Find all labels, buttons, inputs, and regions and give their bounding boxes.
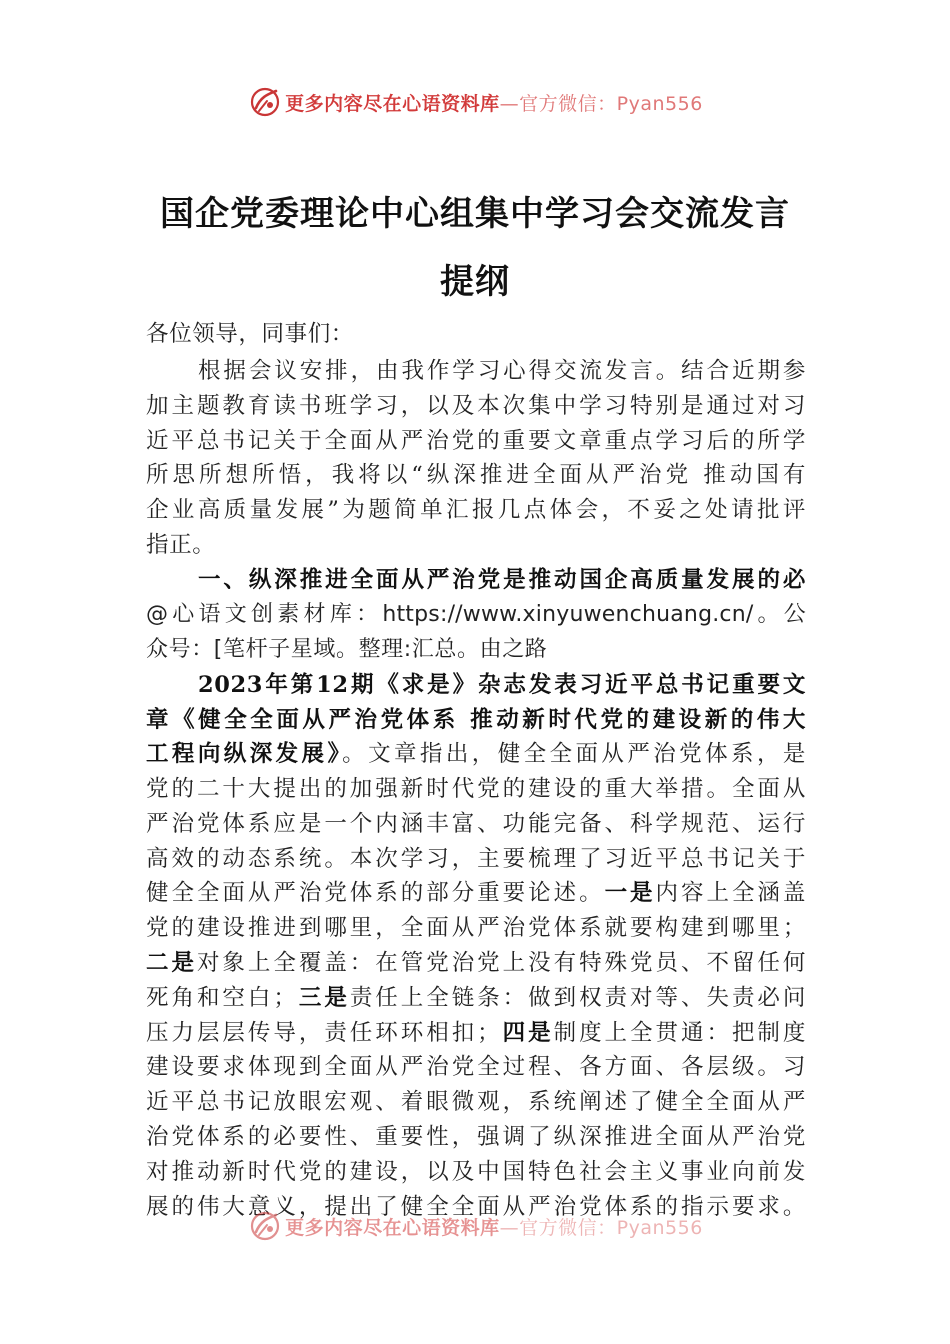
watermark-contact: —官方微信：Pyan556 bbox=[499, 1216, 703, 1239]
watermark-contact: —官方微信：Pyan556 bbox=[499, 92, 703, 115]
body-text: 压力层层传导，责任环环相扣； bbox=[146, 1020, 501, 1046]
body-line: 近平总书记关于全面从严治党的重要文章重点学习后的所学 bbox=[146, 428, 806, 454]
body-line bbox=[146, 736, 806, 768]
point-marker: 三是 bbox=[296, 985, 350, 1011]
body-line: 党的建设推进到哪里，全面从严治党体系就要构建到哪里； bbox=[146, 915, 806, 941]
body-text: 对象上全覆盖：在管党治党上没有特殊党员、不留任何 bbox=[196, 950, 806, 976]
body-line bbox=[146, 980, 806, 1012]
document-title-line-1: 国企党委理论中心组集中学习会交流发言 bbox=[160, 194, 790, 234]
document-title-line-2: 提纲 bbox=[440, 262, 510, 302]
body-line: 所思所想所悟，我将以“纵深推进全面从严治党 推动国有 bbox=[146, 462, 806, 488]
body-line: 建设要求体现到全面从严治党全过程、各方面、各层级。习 bbox=[146, 1054, 806, 1080]
body-line: 严治党体系应是一个内涵丰富、功能完备、科学规范、运行 bbox=[146, 811, 806, 837]
body-line bbox=[146, 945, 806, 977]
body-line: 近平总书记放眼宏观、着眼微观，系统阐述了健全全面从严 bbox=[146, 1089, 806, 1115]
point-marker: 二是 bbox=[146, 950, 197, 976]
source-line: @心语文创素材库：https://www.xinyuwenchuang.cn/。公 bbox=[146, 602, 806, 627]
brand-logo-icon bbox=[247, 1208, 283, 1244]
body-line: 高效的动态系统。本次学习，主要梳理了习近平总书记关于 bbox=[146, 846, 806, 872]
body-line: 企业高质量发展”为题简单汇报几点体会，不妥之处请批评 bbox=[146, 497, 806, 523]
point-marker: 四是 bbox=[500, 1020, 554, 1046]
body-text: 内容上全涵盖 bbox=[655, 880, 806, 906]
article-title-end: 工程向纵深发展》 bbox=[146, 741, 343, 767]
body-text: 健全全面从严治党体系的部分重要论述。 bbox=[146, 880, 605, 906]
body-line bbox=[146, 1015, 806, 1047]
body-line: 展的伟大意义，提出了健全全面从严治党体系的指示要求。 bbox=[146, 1194, 806, 1220]
footer-watermark bbox=[0, 1206, 950, 1246]
brand-logo-icon bbox=[247, 84, 283, 120]
watermark-brand: 更多内容尽在心语资料库 bbox=[285, 1216, 500, 1239]
body-line-bold: 章《健全全面从严治党体系 推动新时代党的建设新的伟大 bbox=[146, 707, 806, 733]
body-text: 。文章指出，健全全面从严治党体系，是 bbox=[342, 741, 806, 767]
body-line: 指正。 bbox=[146, 532, 216, 558]
point-marker: 一是 bbox=[604, 880, 656, 906]
source-line: 众号：[笔杆子星域。整理:汇总。由之路 bbox=[146, 637, 548, 662]
body-text: 责任上全链条：做到权责对等、失责必问 bbox=[349, 985, 806, 1011]
body-line: 加主题教育读书班学习，以及本次集中学习特别是通过对习 bbox=[146, 393, 806, 419]
header-watermark bbox=[0, 82, 950, 122]
body-line-bold: 2023年第12期《求是》杂志发表习近平总书记重要文 bbox=[198, 672, 806, 698]
watermark-brand: 更多内容尽在心语资料库 bbox=[285, 92, 500, 115]
body-text: 死角和空白； bbox=[146, 985, 297, 1011]
body-line: 根据会议安排，由我作学习心得交流发言。结合近期参 bbox=[198, 358, 806, 384]
body-line: 治党体系的必要性、重要性，强调了纵深推进全面从严治党 bbox=[146, 1124, 806, 1150]
section-heading-1: 一、纵深推进全面从严治党是推动国企高质量发展的必 bbox=[198, 567, 806, 593]
body-line: 对推动新时代党的建设，以及中国特色社会主义事业向前发 bbox=[146, 1159, 806, 1185]
body-line bbox=[146, 875, 806, 907]
body-text: 制度上全贯通：把制度 bbox=[553, 1020, 806, 1046]
body-line: 党的二十大提出的加强新时代党的建设的重大举措。全面从 bbox=[146, 776, 806, 802]
greeting: 各位领导，同事们： bbox=[146, 321, 354, 347]
